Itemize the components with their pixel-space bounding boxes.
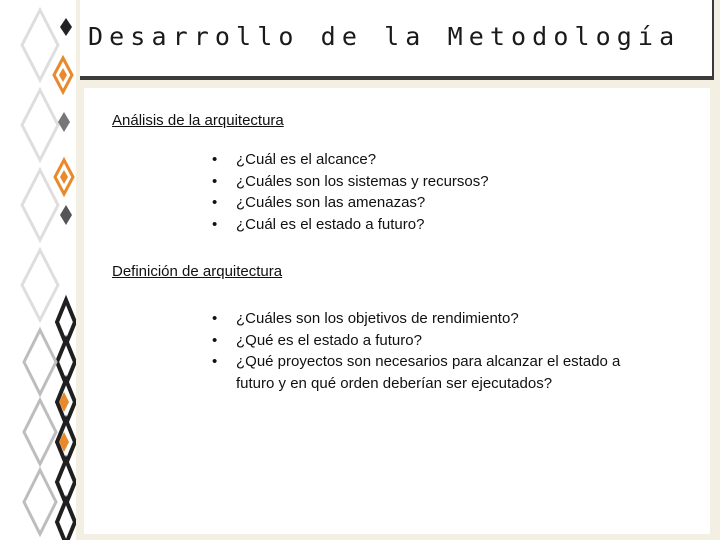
analysis-bullet-list — [212, 149, 489, 235]
slide-title: Desarrollo de la Metodología — [88, 22, 681, 51]
diamond-pattern-icon — [0, 0, 80, 540]
title-divider — [80, 76, 714, 80]
list-item: • ¿Qué proyectos son necesarios para alcanzar el estado a futuro y en qué orden deberían ser ejecutados? — [212, 351, 662, 394]
list-item: • ¿Cuáles son los sistemas y recursos? — [212, 171, 489, 193]
list-item: • ¿Qué es el estado a futuro? — [212, 330, 662, 352]
list-item: • ¿Cuáles son los objetivos de rendimiento? — [212, 308, 662, 330]
section-heading-definition: Definición de arquitectura — [112, 263, 283, 280]
decorative-border — [0, 0, 80, 540]
section-heading-analysis: Análisis de la arquitectura — [112, 112, 284, 129]
list-item: • ¿Cuáles son las amenazas? — [212, 192, 489, 214]
definition-bullet-list — [212, 308, 662, 394]
list-item: • ¿Cuál es el estado a futuro? — [212, 214, 489, 236]
list-item: • ¿Cuál es el alcance? — [212, 149, 489, 171]
